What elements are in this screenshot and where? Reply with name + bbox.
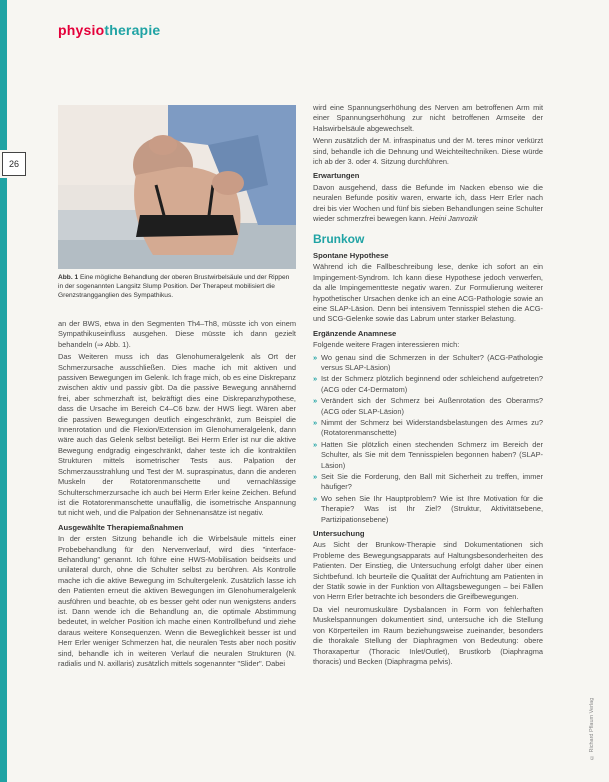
paragraph: wird eine Spannungserhöhung des Nerven am betroffenen Arm mit einer Spannungserhöhung zur nicht betroffenen Armseite der Halswirbelsäule abgewechselt. [313, 103, 543, 133]
list-item: » Ist der Schmerz plötzlich beginnend oder schleichend aufgetreten? (ACG oder C4-Dermatom) [313, 374, 543, 395]
expectation-text: Davon ausgehend, dass die Befunde im Nacken ebenso wie die neuralen Befunde positiv waren, erwarte ich, dass Herr Erler nach drei bis vier Wochen und fünf bis sieben Behandlungen seine Schulter wieder schmerzfrei bewegen kann. [313, 182, 543, 224]
section-heading: Spontane Hypothese [313, 250, 389, 260]
brand-part2: therapie [104, 22, 161, 38]
section-heading: Ausgewählte Therapiemaßnahmen [58, 522, 184, 532]
author-name: Heini Jamrozik [429, 214, 478, 224]
section-heading: Untersuchung [313, 529, 365, 539]
list-item: » Verändert sich der Schmerz bei Außenrotation des Oberarms? (ACG oder SLAP-Läsion) [313, 396, 543, 417]
copyright-note: © Richard Pflaum Verlag [589, 697, 595, 760]
paragraph: Wenn zusätzlich der M. infraspinatus und der M. teres minor verkürzt sind, behandle ich die Dehnung und Weichteiltechniken. Diese würde ich ab der 3. oder 4. Sitzung durchführen. [313, 136, 543, 167]
brand-part1: physio [58, 22, 105, 38]
accent-bar [0, 0, 7, 782]
question-list [313, 353, 543, 526]
photo-illustration [58, 105, 296, 269]
list-item: » Wo sehen Sie Ihr Hauptproblem? Wie ist Ihre Motivation für die Therapie? Was ist Ihr Ziel? (Struktur, Aktivitätsebene, Partizipationsebene) [313, 494, 543, 525]
journal-brand [58, 22, 160, 38]
figure-caption [58, 273, 296, 300]
list-item: » Wo genau sind die Schmerzen in der Schulter? (ACG-Pathologie versus SLAP-Läsion) [313, 353, 543, 374]
section-heading: Erwartungen [313, 171, 360, 181]
left-column [58, 319, 296, 671]
list-item: » Seit Sie die Forderung, den Ball mit Sicherheit zu treffen, immer häufiger? [313, 472, 543, 493]
paragraph: Folgende weitere Fragen interessieren mich: [313, 340, 460, 350]
paragraph: In der ersten Sitzung behandle ich die Wirbelsäule mittels einer Probebehandlung für den Nervenverlauf, wird dies "interface-Behandlung" genannt. Ich führe eine HWS-Mobilisation beidseits und unilateral durch, ohne die Schulter selbst zu berühren. Als Kontrolle mache ich die aktive Bewegung im Schultergelenk. Zusätzlich lasse ich den Patienten erneut die aktiven Bewegungen im Glenohumeralgelenk ausführen und beachte, ob es besser geht oder nun wenigstens anders ist. Dann wende ich die Behandlung an, die optimale Abstimmung bedeutet, in welcher Position ich mache einen Kontrollbefund und ziehe daraus weitere Konsequenzen. Wenn die Beweglichkeit besser ist und Herr Erler weniger Schmerzen hat, die neuralen Tests aber noch positiv sind, behandle ich in weiteren Verlauf die neuralen Strukturen (N. radialis und N. axillaris) zusätzlich mittels sogenannter "Slider". Dabei [58, 534, 296, 668]
paragraph: Während ich die Fallbeschreibung lese, denke ich sofort an ein Impingement-Syndrom. Ich kann diese Hypothese jedoch verwerfen, da alle Impingementteste negativ waren. Zur Formulierung weiterer hypothetischer Ursachen denke ich an eine ACG-Pathologie sowie an eine SLAP-Läsion. Denn bei intensivem Tennisspiel stehen die ACG- und SCG-Gelenke sowie das Labrum unter starker Belastung. [313, 262, 543, 324]
paragraph: Aus Sicht der Brunkow-Therapie sind Dokumentationen sich Probleme des Bewegungsapparats auf Haltungsbesonderheiten des Patienten. Der Einstieg, die Untersuchung erfolgt daher über einen Sichtbefund. Ich beurteile die Qualität der Aufrichtung am Patienten in der Statik sowie in der Funktion von Alltagsbewegungen – bei Fällen von Herrn Erler betrachte ich besonders die Greifbewegungen. [313, 540, 543, 602]
right-column [313, 103, 543, 669]
page-number: 26 [2, 152, 26, 176]
section-heading: Ergänzende Anamnese [313, 328, 397, 338]
caption-text: Eine mögliche Behandlung der oberen Brustwirbelsäule und der Rippen in der sogenannten Langsitz Slump Position. Der Therapeut mobilisiert die Grenzstrangganglien des Sympathikus. [58, 274, 290, 299]
caption-label: Abb. 1 [58, 274, 79, 281]
section-title: Brunkow [313, 232, 365, 247]
therapy-photo [58, 105, 296, 269]
paragraph [313, 183, 543, 225]
list-item: » Hatten Sie plötzlich einen stechenden Schmerz im Bereich der Schulter, als Sie mit dem Tennisspielen begonnen haben? (SLAP-Läsion) [313, 440, 543, 471]
paragraph: an der BWS, etwa in den Segmenten Th4–Th8, müsste ich von einem Sympathikuseinfluss ausgehen. Diese müsste ich dann gezielt behandeln (⇒ Abb. 1). [58, 319, 296, 349]
list-item: » Nimmt der Schmerz bei Widerstandsbelastungen des Armes zu? (Rotatorenmanschette) [313, 418, 543, 439]
paragraph: Da viel neuromuskuläre Dysbalancen in Form von fehlerhaften Muskelspannungen dokumentiert sind, untersuche ich die Stellung von Körperteilen im Raum beziehungsweise zueinander, besonders die thorakale Stellung der Diaphragmen von Bedeutung: obere Thoraxapertur (Thoracic Inlet/Outlet), Brustkorb (Diaphragma thoracis) und Becken (Diaphragma pelvis). [313, 604, 543, 666]
paragraph: Das Weiteren muss ich das Glenohumeralgelenk als Ort der Schmerzursache ausschließen. Dies mache ich mit aktiven und passiven Bewegungen im Gelenk. Ich frage mich, ob es eine Diskrepanz zwischen aktiv und passiv gibt. Da die passive Bewegung annähernd frei, aber schmerzhaft ist, bekräftigt dies eine Diskrepanzhypothese, dass die Ursache im Bereich C4–C6 bzw. der HWS liegt. Wären aber die passiven Bewegungen deutlich eingeschränkt, zum Beispiel die Innenrotation und die Flexion/Extension im Glenohumeralgelenk, dann wäre auch das Gelenk selbst beteiligt. Bei Herrn Erler ist nur die aktive Bewegung endgradig eingeschränkt, daher teste ich die kontraktilen Strukturen mittels isometrischer Tests aus. Palpation der Schmerzausstrahlung und Test der M. supraspinatus, dann die anderen Muskeln der Rotatorenmanschette und vernachlässige Schulterschmerzursache ich auch bei Herrn Erler keine Zeichen. Befund ist die Rotatorenmanschette unauffällig, die isometrische Anspannung tut nicht weh, und die Palpation der Sehnenansätze ist negativ. [58, 352, 296, 518]
